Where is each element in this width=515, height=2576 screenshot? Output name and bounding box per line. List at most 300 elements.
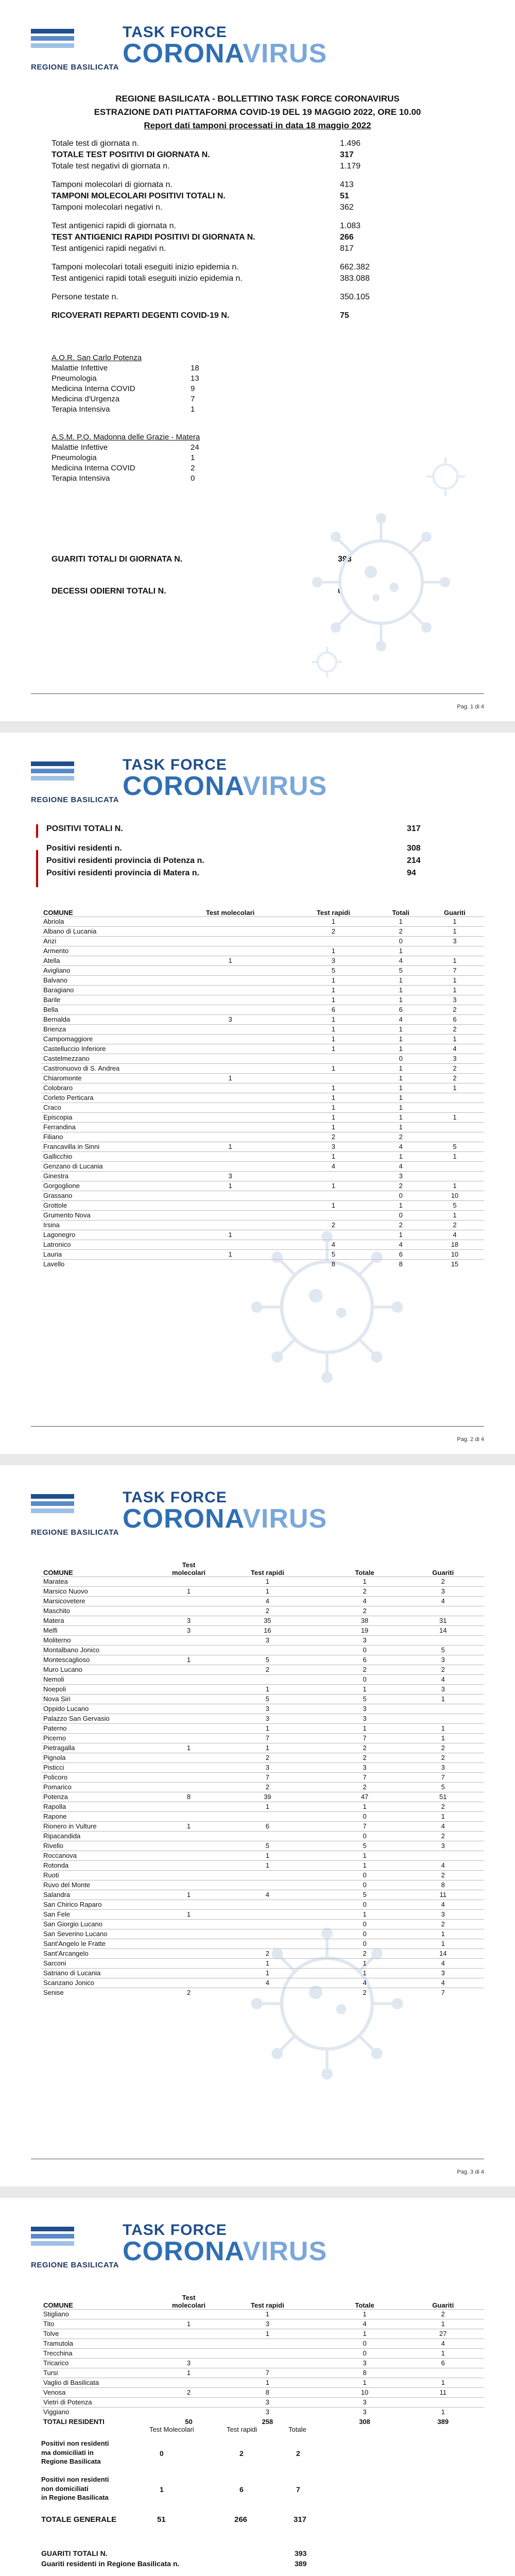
cell-rapidi: 1 — [208, 2378, 328, 2387]
cell-totale: 3 — [376, 1171, 425, 1181]
cell-rapidi: 3 — [208, 2397, 328, 2407]
table-row — [41, 2309, 484, 2319]
cell-guariti: 1 — [402, 2348, 484, 2358]
cell-totale: 1 — [376, 1083, 425, 1093]
cell-molecolari: 1 — [170, 1249, 290, 1259]
cell-totale: 2 — [376, 1181, 425, 1191]
cell-totale: 0 — [328, 1900, 402, 1909]
cell-rapidi — [290, 936, 376, 946]
cell-totale: 5 — [376, 965, 425, 975]
col-comune: COMUNE — [43, 1568, 73, 1577]
task-force-label: TASK FORCE — [123, 756, 227, 773]
guariti-residenti-label: Guariti residenti in Regione Basilicata n. — [41, 2560, 180, 2568]
cell-totale: 8 — [328, 2368, 402, 2378]
region-logo-icon — [31, 1494, 74, 1524]
cell-totale: 10 — [328, 2387, 402, 2397]
cell-comune: Ruoti — [41, 1870, 170, 1880]
cell-totale: 1 — [376, 946, 425, 956]
cell-guariti: 7 — [402, 1772, 484, 1782]
nonres-row-2-rap: 6 — [239, 2485, 244, 2494]
cell-guariti: 1 — [425, 985, 484, 995]
cell-molecolari — [170, 1723, 208, 1733]
table-row — [41, 1635, 484, 1645]
cell-guariti: 2 — [402, 1665, 484, 1674]
cell-molecolari — [170, 975, 290, 985]
comuni-table-page-3 — [41, 1556, 484, 1997]
header-logo — [31, 754, 328, 810]
cell-comune: Paterno — [41, 1723, 170, 1733]
cell-guariti: 4 — [402, 1674, 484, 1684]
cell-rapidi: 3 — [208, 1762, 328, 1772]
cell-rapidi — [208, 1811, 328, 1821]
table-row — [41, 1151, 484, 1161]
table-row — [41, 1259, 484, 1269]
positivi-residenti-row: Positivi residenti n. 308 — [46, 844, 421, 853]
cell-guariti: 7 — [425, 965, 484, 975]
table-row — [41, 2319, 484, 2329]
cell-guariti: 1 — [425, 1034, 484, 1044]
cell-molecolari — [170, 1005, 290, 1014]
cell-comune: Montalbano Jonico — [41, 1645, 170, 1655]
cell-totale: 4 — [376, 1142, 425, 1151]
cell-comune: Baragiano — [41, 985, 170, 995]
table-row — [41, 1161, 484, 1171]
totale-generale-label: TOTALE GENERALE — [41, 2515, 117, 2524]
cell-totale: 1 — [376, 1024, 425, 1034]
ward-row: Medicina d'Urgenza 7 — [52, 395, 195, 403]
cell-rapidi — [208, 1880, 328, 1890]
cell-molecolari — [170, 1948, 208, 1958]
table-row — [41, 1733, 484, 1743]
nonres-col-molecolari: Test Molecolari — [149, 2426, 194, 2433]
decessi-day-label: DECESSI ODIERNI TOTALI N. — [52, 587, 166, 596]
ward-row: Malattie Infettive 24 — [52, 443, 199, 452]
cell-totale: 1 — [376, 1151, 425, 1161]
table-row — [41, 965, 484, 975]
cell-guariti: 1 — [425, 975, 484, 985]
cell-molecolari — [170, 1978, 208, 1988]
cell-comune: Nemoli — [41, 1674, 170, 1684]
cell-comune: Grumento Nova — [41, 1210, 170, 1220]
cell-comune: Ruvo del Monte — [41, 1880, 170, 1890]
summary-list — [52, 139, 381, 323]
cell-rapidi — [290, 1073, 376, 1083]
cell-comune: Albano di Lucania — [41, 926, 170, 936]
cell-totale: 1 — [376, 1063, 425, 1073]
cell-rapidi: 35 — [208, 1616, 328, 1625]
totale-generale-rap: 266 — [234, 2515, 248, 2524]
table-row — [41, 1909, 484, 1919]
table-row — [41, 1831, 484, 1841]
summary-row: Persone testate n. 350.105 — [52, 293, 370, 301]
cell-totale: 1 — [376, 1093, 425, 1103]
cell-rapidi: 2 — [208, 1782, 328, 1792]
cell-rapidi — [208, 2348, 328, 2358]
cell-rapidi: 2 — [208, 1753, 328, 1762]
cell-guariti: 3 — [402, 1586, 484, 1596]
cell-rapidi: 1 — [290, 995, 376, 1005]
cell-totale: 4 — [376, 1161, 425, 1171]
cell-guariti: 3 — [402, 1968, 484, 1978]
cell-guariti: 4 — [402, 1860, 484, 1870]
cell-guariti — [402, 2397, 484, 2407]
col-rapidi: Test rapidi — [316, 908, 350, 917]
cell-molecolari — [170, 1704, 208, 1714]
cell-totale: 1 — [328, 2378, 402, 2387]
cell-rapidi: 1 — [290, 917, 376, 926]
cell-rapidi: 6 — [208, 1821, 328, 1831]
table-row — [41, 1596, 484, 1606]
table-row — [41, 1704, 484, 1714]
cell-totale: 1 — [376, 1044, 425, 1054]
col-molecolari: Test molecolari — [172, 2293, 206, 2309]
cell-totale: 3 — [328, 1762, 402, 1772]
coronavirus-logo: CORONAVIRUS — [123, 2236, 328, 2266]
table-row — [41, 2378, 484, 2387]
cell-comune: Sant'Angelo le Fratte — [41, 1939, 170, 1948]
cell-rapidi: 2 — [208, 1665, 328, 1674]
cell-molecolari — [170, 965, 290, 975]
hospital-name: A.O.R. San Carlo Potenza — [52, 353, 142, 362]
cell-guariti: 2 — [425, 1073, 484, 1083]
task-force-label: TASK FORCE — [123, 24, 227, 41]
cell-molecolari — [170, 2397, 208, 2407]
cell-guariti: 4 — [402, 2338, 484, 2348]
cell-comune: San Severino Lucano — [41, 1929, 170, 1939]
ward-row: Medicina Interna COVID 2 — [52, 464, 195, 472]
virus-tiny-icon — [309, 644, 345, 680]
table-row — [41, 1674, 484, 1684]
cell-rapidi: 7 — [208, 1733, 328, 1743]
table-row — [41, 2358, 484, 2368]
cell-totale: 0 — [328, 1870, 402, 1880]
cell-totale: 1 — [328, 1723, 402, 1733]
cell-comune: Senise — [41, 1988, 170, 1997]
table-row — [41, 1694, 484, 1704]
cell-comune: Lauria — [41, 1249, 170, 1259]
cell-molecolari — [170, 1694, 208, 1704]
table-row — [41, 1024, 484, 1034]
cell-guariti: 31 — [402, 1616, 484, 1625]
cell-comune: Avigliano — [41, 965, 170, 975]
cell-molecolari — [170, 917, 290, 926]
cell-comune: Castronuovo di S. Andrea — [41, 1063, 170, 1073]
table-row — [41, 1860, 484, 1870]
cell-guariti: 18 — [425, 1240, 484, 1249]
positivi-matera-row: Positivi residenti provincia di Matera n. 94 — [46, 869, 416, 877]
cell-rapidi: 1 — [290, 1034, 376, 1044]
cell-molecolari: 8 — [170, 1792, 208, 1802]
table-row — [41, 1142, 484, 1151]
ward-row: Terapia Intensiva 0 — [52, 474, 195, 483]
cell-rapidi: 5 — [208, 1694, 328, 1704]
cell-rapidi: 1 — [208, 1802, 328, 1811]
cell-comune: Sarconi — [41, 1958, 170, 1968]
cell-totale: 0 — [328, 1939, 402, 1948]
cell-totale: 5 — [328, 1694, 402, 1704]
table-row — [41, 1054, 484, 1063]
cell-rapidi: 16 — [208, 1625, 328, 1635]
cell-rapidi: 1 — [290, 1024, 376, 1034]
cell-guariti — [402, 1606, 484, 1616]
cell-comune: Satriano di Lucania — [41, 1968, 170, 1978]
cell-totale: 1 — [376, 1200, 425, 1210]
cell-rapidi — [290, 1230, 376, 1240]
cell-totale: 0 — [376, 1054, 425, 1063]
cell-totale: 47 — [328, 1792, 402, 1802]
cell-molecolari: 3 — [170, 1014, 290, 1024]
cell-molecolari — [170, 1772, 208, 1782]
cell-rapidi — [208, 2338, 328, 2348]
region-logo-icon — [31, 761, 74, 791]
cell-comune: Abriola — [41, 917, 170, 926]
table-row — [41, 1782, 484, 1792]
cell-guariti: 2 — [425, 1220, 484, 1230]
cell-guariti: 4 — [402, 1821, 484, 1831]
cell-totale: 1 — [328, 1851, 402, 1860]
cell-comune: Picerno — [41, 1733, 170, 1743]
cell-molecolari — [170, 946, 290, 956]
cell-comune: Pisticci — [41, 1762, 170, 1772]
cell-totale: 1 — [376, 995, 425, 1005]
cell-rapidi — [208, 1939, 328, 1948]
table-row — [41, 1890, 484, 1900]
cell-comune: Castelluccio Inferiore — [41, 1044, 170, 1054]
cell-molecolari — [170, 1151, 290, 1161]
table-row — [41, 1200, 484, 1210]
cell-totale: 1 — [328, 1684, 402, 1694]
cell-comune: Tolve — [41, 2329, 170, 2338]
table-row — [41, 1919, 484, 1929]
summary-row: Tamponi molecolari totali eseguiti inizio epidemia n. 662.382 — [52, 263, 370, 272]
cell-rapidi — [208, 1988, 328, 1997]
table-row — [41, 1122, 484, 1132]
cell-guariti: 8 — [402, 1880, 484, 1890]
cell-totale: 2 — [328, 1753, 402, 1762]
cell-rapidi: 1 — [208, 1958, 328, 1968]
cell-molecolari: 1 — [170, 2368, 208, 2378]
cell-guariti — [402, 1704, 484, 1714]
cell-totale: 0 — [328, 1880, 402, 1890]
table-row — [41, 2329, 484, 2338]
cell-totale: 6 — [328, 1655, 402, 1665]
cell-comune: Corleto Perticara — [41, 1093, 170, 1103]
table-row — [41, 1978, 484, 1988]
cell-molecolari — [170, 1240, 290, 1249]
cell-rapidi: 3 — [208, 1714, 328, 1723]
cell-comune: Rivello — [41, 1841, 170, 1851]
cell-rapidi: 2 — [208, 1606, 328, 1616]
cell-totale: 1 — [376, 975, 425, 985]
cell-guariti: 1 — [425, 1210, 484, 1220]
cell-guariti: 4 — [402, 1958, 484, 1968]
table-row — [41, 1665, 484, 1674]
positivi-box — [36, 824, 448, 881]
totale-generale-mol: 51 — [157, 2515, 166, 2524]
cell-guariti: 27 — [402, 2329, 484, 2338]
cell-comune: Armento — [41, 946, 170, 956]
cell-molecolari — [170, 2309, 208, 2319]
cell-rapidi: 3 — [208, 2319, 328, 2329]
cell-rapidi: 5 — [290, 965, 376, 975]
table-row — [41, 1723, 484, 1733]
cell-totale: 2 — [328, 1782, 402, 1792]
cell-rapidi — [208, 1870, 328, 1880]
cell-guariti: 4 — [402, 1978, 484, 1988]
cell-rapidi: 4 — [290, 1161, 376, 1171]
cell-molecolari — [170, 1802, 208, 1811]
cell-comune: Craco — [41, 1103, 170, 1112]
table-row — [41, 917, 484, 926]
cell-totale: 5 — [328, 1841, 402, 1851]
table-row — [41, 1044, 484, 1054]
cell-totale: 1 — [328, 1860, 402, 1870]
cell-molecolari: 3 — [170, 1625, 208, 1635]
ward-row: Medicina Interna COVID 9 — [52, 384, 195, 393]
cell-molecolari — [170, 1714, 208, 1723]
cell-rapidi: 5 — [208, 1655, 328, 1665]
cell-comune: Scanzano Jonico — [41, 1978, 170, 1988]
cell-rapidi: 1 — [290, 975, 376, 985]
table-row — [41, 1112, 484, 1122]
cell-molecolari: 1 — [170, 1743, 208, 1753]
table-row — [41, 1073, 484, 1083]
cell-guariti: 3 — [425, 1054, 484, 1063]
table-row — [41, 1625, 484, 1635]
cell-molecolari — [170, 1083, 290, 1093]
cell-comune: Irsina — [41, 1220, 170, 1230]
cell-comune: Vietri di Potenza — [41, 2397, 170, 2407]
cell-rapidi — [208, 1674, 328, 1684]
cell-rapidi — [208, 1919, 328, 1929]
cell-molecolari: 1 — [170, 956, 290, 965]
cell-molecolari — [170, 1200, 290, 1210]
cell-guariti: 3 — [402, 1684, 484, 1694]
cell-molecolari — [170, 1645, 208, 1655]
cell-molecolari: 1 — [170, 1909, 208, 1919]
table-row — [41, 1988, 484, 1997]
header-logo — [31, 22, 328, 77]
table-row — [41, 1684, 484, 1694]
cell-totale: 1 — [376, 985, 425, 995]
cell-rapidi: 1 — [290, 1014, 376, 1024]
nonres-row-1-tot: 2 — [296, 2449, 300, 2458]
cell-totale: 2 — [328, 1606, 402, 1616]
cell-rapidi: 1 — [290, 946, 376, 956]
cell-molecolari — [170, 1606, 208, 1616]
cell-rapidi: 1 — [208, 1860, 328, 1870]
col-comune: COMUNE — [43, 908, 73, 917]
cell-guariti — [425, 1171, 484, 1181]
cell-rapidi — [290, 1171, 376, 1181]
cell-rapidi: 2 — [290, 926, 376, 936]
cell-comune: Tramutola — [41, 2338, 170, 2348]
task-force-label: TASK FORCE — [123, 2222, 227, 2239]
cell-guariti: 1 — [425, 917, 484, 926]
ward-row: Pneumologia 1 — [52, 453, 195, 462]
region-name: REGIONE BASILICATA — [31, 2261, 119, 2269]
cell-totale: 0 — [328, 1919, 402, 1929]
cell-molecolari — [170, 2378, 208, 2387]
cell-guariti — [402, 2368, 484, 2378]
hospital-matera — [52, 433, 258, 484]
cell-molecolari — [170, 1733, 208, 1743]
cell-rapidi: 1 — [290, 1181, 376, 1191]
cell-rapidi: 1 — [290, 1112, 376, 1122]
cell-totale: 2 — [328, 1948, 402, 1958]
summary-spacer — [52, 256, 381, 263]
region-logo-icon — [31, 29, 74, 59]
cell-rapidi — [290, 1191, 376, 1200]
cell-guariti: 3 — [425, 936, 484, 946]
cell-molecolari: 3 — [170, 1171, 290, 1181]
cell-comune: Nova Siri — [41, 1694, 170, 1704]
cell-molecolari: 1 — [170, 1890, 208, 1900]
summary-spacer — [52, 173, 381, 180]
cell-totale: 0 — [328, 1831, 402, 1841]
cell-totale: 1 — [376, 1230, 425, 1240]
table-row — [41, 1792, 484, 1802]
cell-comune: Marsico Nuovo — [41, 1586, 170, 1596]
totali-residenti-row: TOTALI RESIDENTI 50 258 308 389 — [43, 2418, 449, 2426]
cell-comune: Anzi — [41, 936, 170, 946]
cell-rapidi: 1 — [290, 1083, 376, 1093]
table-row — [41, 985, 484, 995]
cell-rapidi: 3 — [290, 1142, 376, 1151]
cell-rapidi: 1 — [290, 1151, 376, 1161]
cell-molecolari — [170, 1024, 290, 1034]
cell-molecolari — [170, 1762, 208, 1772]
cell-totale: 2 — [328, 1586, 402, 1596]
cell-molecolari — [170, 1753, 208, 1762]
cell-molecolari — [170, 1112, 290, 1122]
cell-guariti: 1 — [425, 1151, 484, 1161]
cell-rapidi: 1 — [290, 1063, 376, 1073]
cell-guariti: 51 — [402, 1792, 484, 1802]
summary-row: Test antigenici rapidi totali eseguiti inizio epidemia n. 383.088 — [52, 274, 370, 283]
cell-molecolari — [170, 1034, 290, 1044]
cell-comune: Rionero in Vulture — [41, 1821, 170, 1831]
cell-rapidi: 3 — [208, 1635, 328, 1645]
cell-guariti: 1 — [402, 1811, 484, 1821]
table-row — [41, 2407, 484, 2417]
cell-rapidi: 1 — [208, 1968, 328, 1978]
summary-row: TAMPONI MOLECOLARI POSITIVI TOTALI N. 51 — [52, 192, 349, 200]
cell-molecolari — [170, 1103, 290, 1112]
cell-totale: 6 — [376, 1249, 425, 1259]
table-row — [41, 1870, 484, 1880]
cell-totale: 0 — [328, 1811, 402, 1821]
cell-molecolari: 3 — [170, 1616, 208, 1625]
table-row — [41, 1577, 484, 1586]
cell-totale: 4 — [328, 2319, 402, 2329]
cell-guariti: 7 — [402, 1988, 484, 1997]
cell-molecolari — [170, 1939, 208, 1948]
cell-comune: Ripacandida — [41, 1831, 170, 1841]
cell-guariti: 3 — [402, 1655, 484, 1665]
cell-totale: 7 — [328, 1733, 402, 1743]
cell-comune: Lagonegro — [41, 1230, 170, 1240]
cell-molecolari — [170, 995, 290, 1005]
table-row — [41, 1132, 484, 1142]
cell-rapidi: 4 — [290, 1240, 376, 1249]
cell-rapidi: 1 — [208, 1577, 328, 1586]
table-row — [41, 2397, 484, 2407]
summary-row: Tamponi molecolari negativi n. 362 — [52, 203, 354, 212]
cell-comune: Latronico — [41, 1240, 170, 1249]
ward-row: Pneumologia 13 — [52, 374, 199, 383]
summary-row: TOTALE TEST POSITIVI DI GIORNATA N. 317 — [52, 150, 354, 159]
